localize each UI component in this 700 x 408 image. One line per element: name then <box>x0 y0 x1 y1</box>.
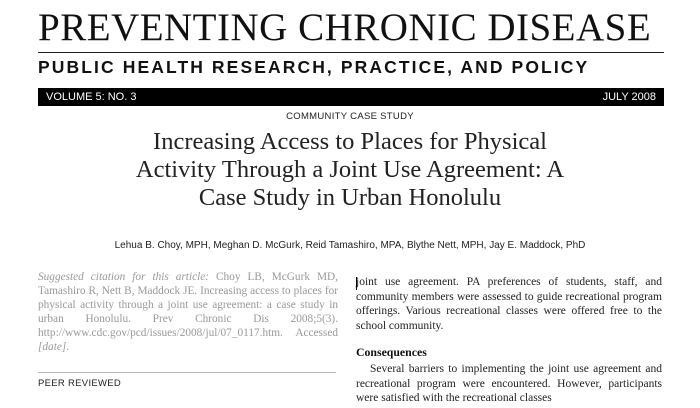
citation-label: Suggested citation for this article: <box>38 271 210 283</box>
article-title-line: Case Study in Urban Honolulu <box>198 184 502 211</box>
volume-issue: VOLUME 5: NO. 3 <box>46 91 137 103</box>
article-title <box>60 128 640 212</box>
citation-end: . <box>66 341 70 353</box>
column-divider <box>38 372 336 373</box>
section-label: COMMUNITY CASE STUDY <box>286 111 414 122</box>
right-column <box>356 275 662 406</box>
body-paragraph: Several barriers to implementing the joint use agreement and recreational program were encountered. However, participants were satisfied with the recreational classes <box>356 363 662 404</box>
masthead-rule <box>38 52 664 53</box>
suggested-citation <box>38 270 338 354</box>
journal-title: PREVENTING CHRONIC DISEASE <box>38 6 652 49</box>
citation-text: Choy LB, McGurk MD, Tamashiro R, Nett B, Maddock JE. Increasing access to places for physical activity through a joint use agreement: a case study in urban Honolulu. Prev Chronic Dis 2008;5(3). http://www.cdc.gov/pcd/issues/2008/jul/07_0117.htm. Accessed <box>38 271 338 339</box>
article-title-line: Increasing Access to Places for Physical <box>153 128 547 155</box>
issue-bar <box>38 88 664 106</box>
section-heading-consequences: Consequences <box>356 345 427 359</box>
article-title-line: Activity Through a Joint Use Agreement: A <box>135 156 565 183</box>
issue-date: JULY 2008 <box>602 91 656 103</box>
journal-subtitle: PUBLIC HEALTH RESEARCH, PRACTICE, AND POLICY <box>38 57 590 77</box>
peer-reviewed-label: PEER REVIEWED <box>38 378 122 389</box>
author-list: Lehua B. Choy, MPH, Meghan D. McGurk, Reid Tamashiro, MPA, Blythe Nett, MPH, Jay E. Maddock, PhD <box>114 240 586 251</box>
citation-date-placeholder: [date] <box>38 341 67 353</box>
left-column <box>38 270 338 354</box>
body-paragraph: joint use agreement. PA preferences of students, staff, and community members were assessed to guide recreational program offerings. Various recreational classes were offered free to the school community. <box>356 276 662 332</box>
masthead <box>38 6 664 103</box>
